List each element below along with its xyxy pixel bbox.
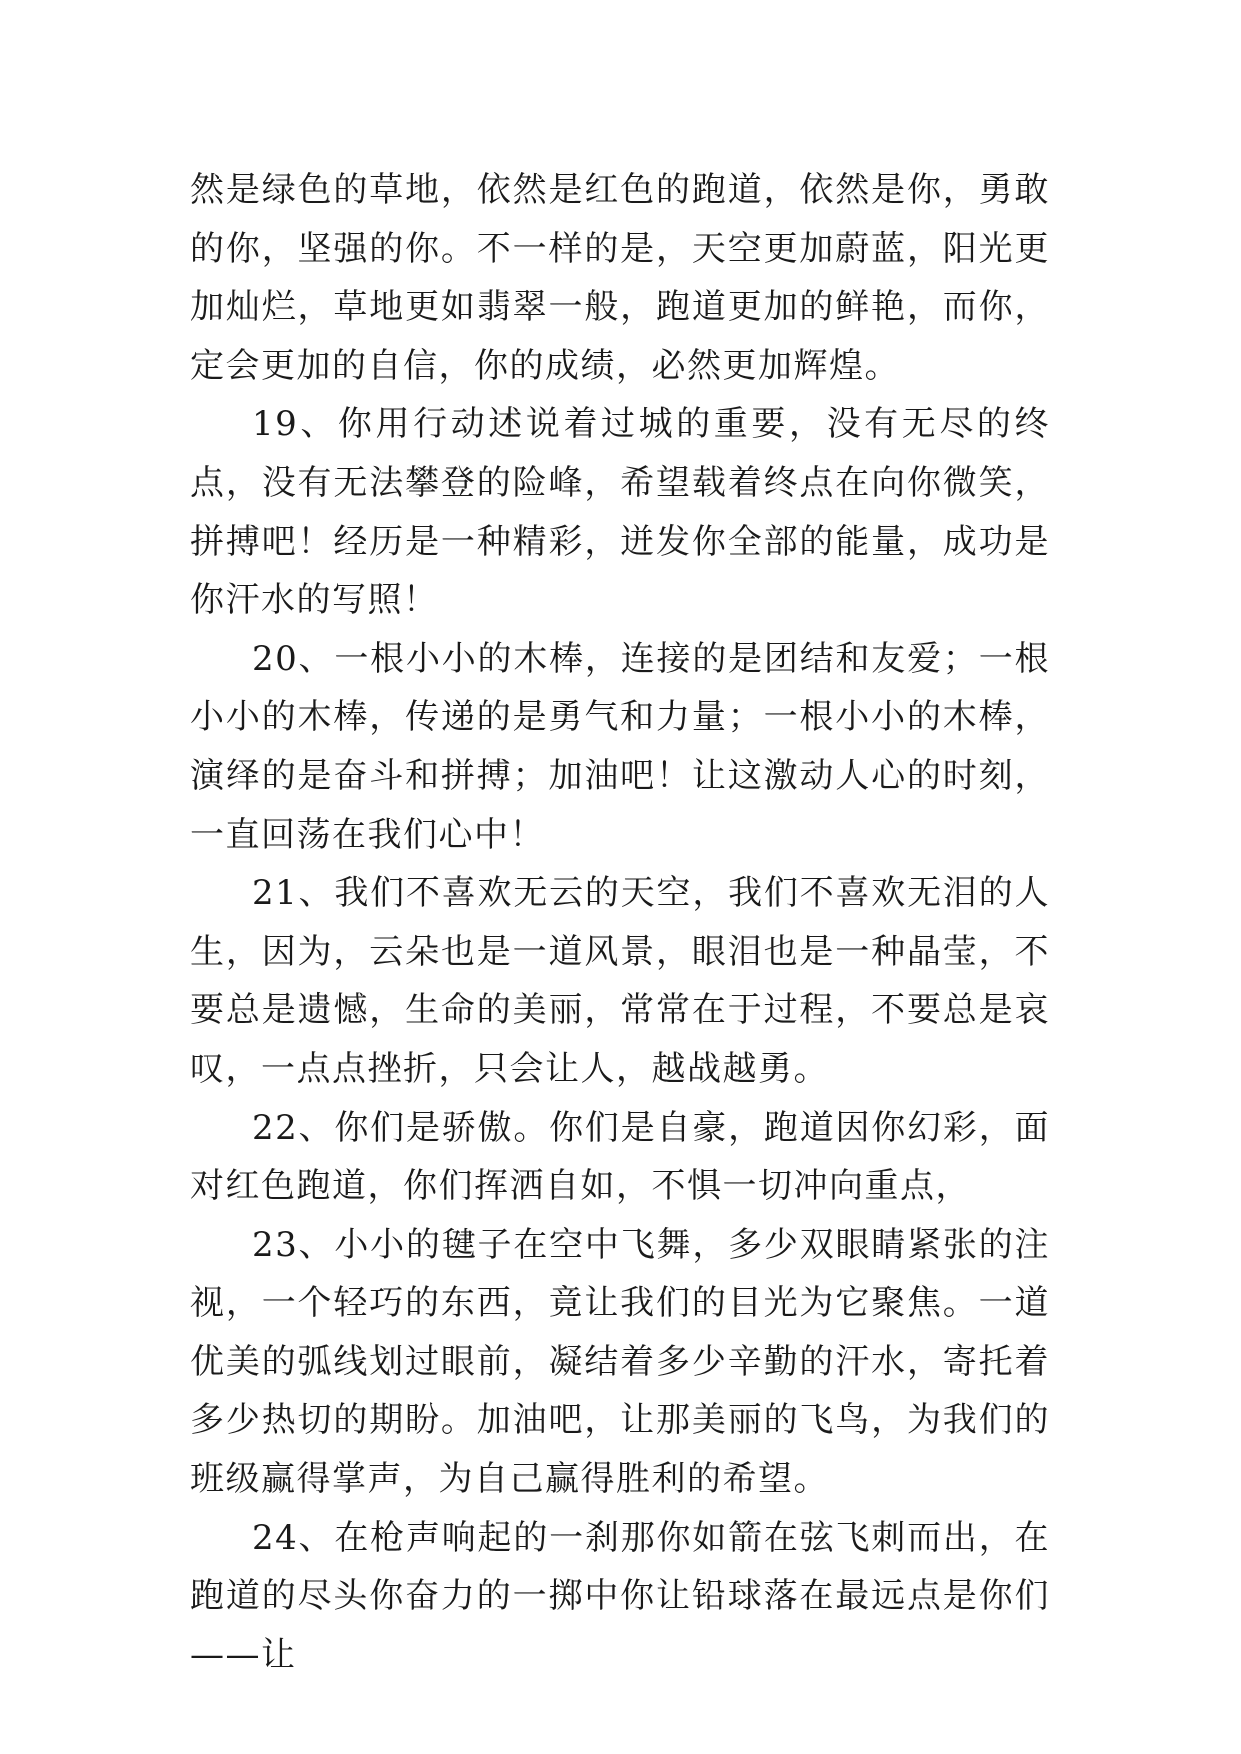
paragraph-23: 23、小小的毽子在空中飞舞，多少双眼睛紧张的注视，一个轻巧的东西，竟让我们的目光为它聚焦。一道优美的弧线划过眼前，凝结着多少辛勤的汗水，寄托着多少热切的期盼。加油吧，让那美丽的飞鸟，为我们的班级赢得掌声，为自己赢得胜利的希望。: [190, 1224, 1050, 1500]
paragraph-22: 22、你们是骄傲。你们是自豪，跑道因你幻彩，面对红色跑道，你们挥洒自如，不惧一切冲向重点，: [190, 1107, 1050, 1207]
paragraph-continued: 然是绿色的草地，依然是红色的跑道，依然是你，勇敢的你，坚强的你。不一样的是，天空更加蔚蓝，阳光更加灿烂，草地更如翡翠一般，跑道更加的鲜艳，而你，定会更加的自信，你的成绩，必然更加辉煌。: [190, 170, 1050, 386]
paragraph-19: 19、你用行动述说着过城的重要，没有无尽的终点，没有无法攀登的险峰，希望载着终点在向你微笑，拼搏吧！经历是一种精彩，迸发你全部的能量，成功是你汗水的写照！: [190, 404, 1050, 621]
document-body: [190, 161, 1050, 1684]
paragraph-20: 20、一根小小的木棒，连接的是团结和友爱；一根小小的木棒，传递的是勇气和力量；一根小小的木棒，演绎的是奋斗和拼搏；加油吧！让这激动人心的时刻，一直回荡在我们心中！: [190, 638, 1050, 855]
paragraph-24: 24、在枪声响起的一刹那你如箭在弦飞刺而出，在跑道的尽头你奋力的一掷中你让铅球落在最远点是你们——让: [190, 1517, 1050, 1675]
paragraph-21: 21、我们不喜欢无云的天空，我们不喜欢无泪的人生，因为，云朵也是一道风景，眼泪也是一种晶莹，不要总是遗憾，生命的美丽，常常在于过程，不要总是哀叹，一点点挫折，只会让人，越战越勇。: [190, 873, 1050, 1089]
